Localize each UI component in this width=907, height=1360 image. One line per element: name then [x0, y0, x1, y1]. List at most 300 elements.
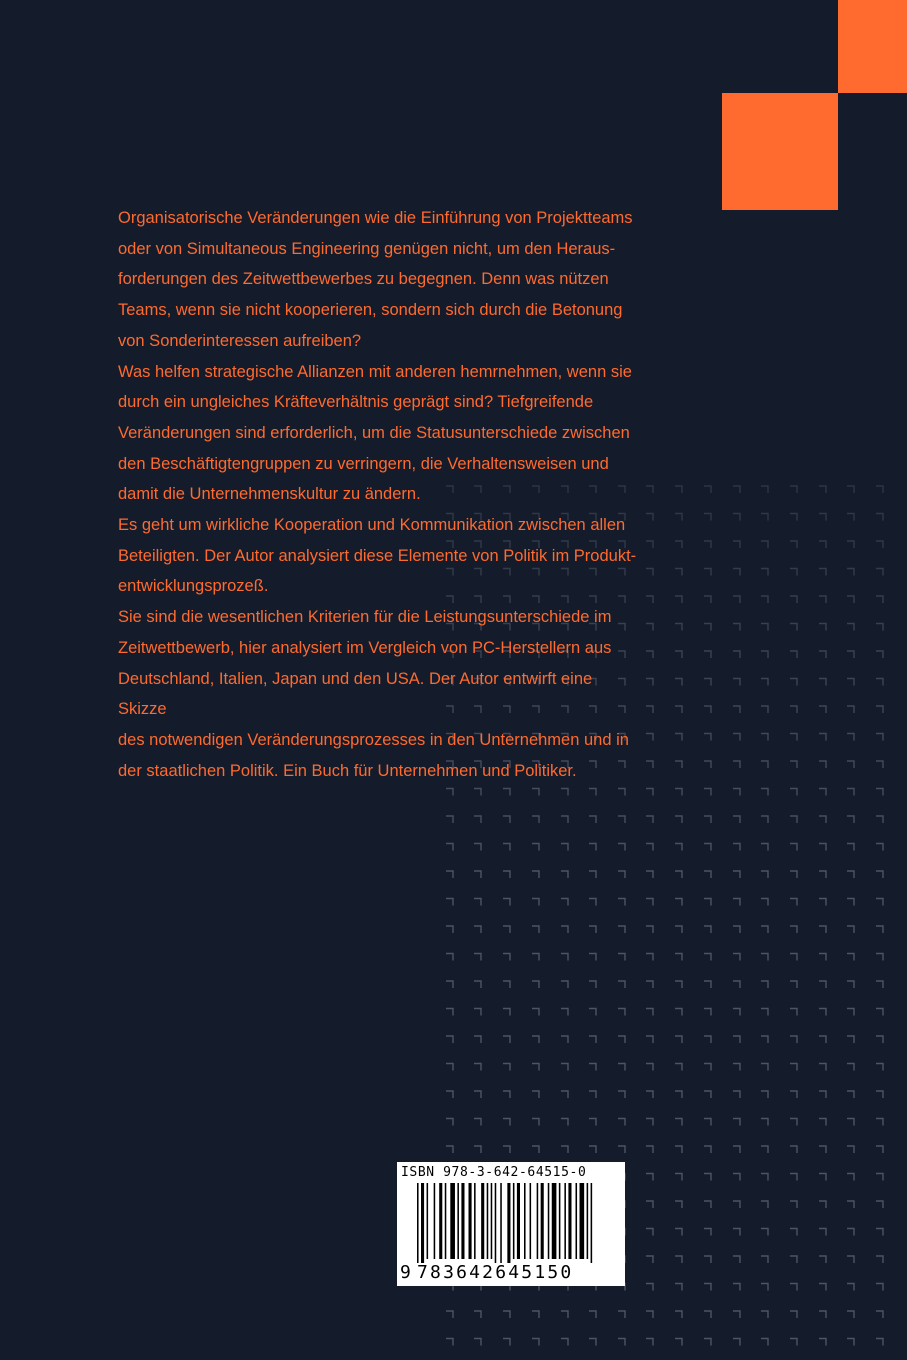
corner-mark — [532, 1091, 539, 1098]
corner-mark — [819, 1201, 826, 1208]
corner-mark — [819, 1119, 826, 1126]
corner-mark — [474, 981, 481, 988]
corner-mark — [532, 1036, 539, 1043]
corner-mark — [761, 1146, 768, 1153]
corner-mark — [876, 926, 883, 933]
corner-mark — [446, 1119, 453, 1126]
corner-mark — [876, 844, 883, 851]
barcode-bar — [461, 1183, 464, 1259]
barcode-bar — [564, 1183, 566, 1259]
corner-mark — [876, 624, 883, 631]
corner-mark — [847, 734, 854, 741]
corner-mark — [532, 1119, 539, 1126]
corner-mark — [675, 1311, 682, 1318]
barcode-bar — [513, 1183, 515, 1259]
barcode-bar — [457, 1183, 459, 1259]
corner-mark — [733, 1201, 740, 1208]
corner-mark — [532, 789, 539, 796]
barcode-bar — [417, 1183, 419, 1263]
corner-mark — [618, 1091, 625, 1098]
barcode-bar — [548, 1183, 550, 1259]
corner-mark — [733, 1119, 740, 1126]
corner-mark — [589, 926, 596, 933]
corner-mark — [733, 1064, 740, 1071]
corner-mark — [646, 789, 653, 796]
corner-mark — [646, 816, 653, 823]
blurb-paragraph: Organisatorische Veränderungen wie die Einführung von Projektteams oder von Simultaneous Engineering genügen nicht, um den Heraus- forderungen des Zeitwettbewerbes zu begegnen. Denn was nützen Teams, wenn sie nicht kooperieren, sondern sich durch die Betonung von Sonderinteressen aufreiben? — [118, 209, 633, 350]
corner-mark — [761, 1339, 768, 1346]
corner-mark — [503, 926, 510, 933]
corner-mark — [819, 1256, 826, 1263]
corner-mark — [876, 541, 883, 548]
barcode-bar — [469, 1183, 472, 1259]
corner-mark — [589, 816, 596, 823]
corner-mark — [761, 816, 768, 823]
barcode-bar — [427, 1183, 429, 1259]
corner-mark — [474, 1064, 481, 1071]
corner-mark — [446, 981, 453, 988]
corner-mark — [561, 789, 568, 796]
corner-mark — [704, 541, 711, 548]
corner-mark — [675, 1009, 682, 1016]
corner-mark — [589, 1009, 596, 1016]
corner-mark — [675, 761, 682, 768]
corner-mark — [561, 926, 568, 933]
corner-mark — [847, 1339, 854, 1346]
barcode-bar — [568, 1183, 571, 1259]
corner-mark — [646, 1146, 653, 1153]
corner-mark — [847, 651, 854, 658]
corner-mark — [790, 596, 797, 603]
corner-mark — [761, 871, 768, 878]
corner-mark — [589, 1339, 596, 1346]
corner-mark — [446, 1064, 453, 1071]
corner-mark — [847, 624, 854, 631]
corner-mark — [589, 1036, 596, 1043]
corner-mark — [761, 706, 768, 713]
corner-mark — [618, 1311, 625, 1318]
corner-mark — [704, 514, 711, 521]
corner-mark — [819, 789, 826, 796]
corner-mark — [790, 1174, 797, 1181]
corner-mark — [819, 486, 826, 493]
corner-mark — [819, 844, 826, 851]
corner-mark — [761, 844, 768, 851]
corner-mark — [704, 1339, 711, 1346]
corner-mark — [733, 1229, 740, 1236]
corner-mark — [847, 981, 854, 988]
corner-mark — [733, 706, 740, 713]
corner-mark — [847, 1201, 854, 1208]
corner-mark — [790, 486, 797, 493]
corner-mark — [847, 486, 854, 493]
corner-mark — [790, 816, 797, 823]
corner-mark — [704, 1256, 711, 1263]
corner-mark — [589, 1064, 596, 1071]
corner-mark — [589, 1091, 596, 1098]
corner-mark — [761, 1036, 768, 1043]
corner-mark — [474, 1311, 481, 1318]
corner-mark — [704, 1009, 711, 1016]
corner-mark — [819, 679, 826, 686]
barcode-bar — [541, 1183, 544, 1259]
corner-mark — [733, 1339, 740, 1346]
corner-mark — [503, 954, 510, 961]
corner-mark — [847, 954, 854, 961]
corner-mark — [761, 514, 768, 521]
corner-mark — [532, 1146, 539, 1153]
corner-mark — [704, 761, 711, 768]
corner-mark — [532, 1009, 539, 1016]
corner-mark — [876, 1036, 883, 1043]
corner-mark — [646, 734, 653, 741]
corner-mark — [646, 1339, 653, 1346]
corner-mark — [474, 1009, 481, 1016]
corner-mark — [790, 1201, 797, 1208]
corner-mark — [561, 1064, 568, 1071]
corner-mark — [446, 1146, 453, 1153]
corner-mark — [704, 486, 711, 493]
corner-mark — [646, 844, 653, 851]
barcode-bar — [495, 1183, 497, 1263]
corner-mark — [761, 486, 768, 493]
corner-mark — [761, 1091, 768, 1098]
corner-mark — [618, 1146, 625, 1153]
corner-mark — [733, 596, 740, 603]
corner-mark — [761, 954, 768, 961]
corner-mark — [847, 569, 854, 576]
corner-mark — [790, 789, 797, 796]
corner-mark — [704, 1201, 711, 1208]
corner-mark — [876, 734, 883, 741]
corner-mark — [819, 761, 826, 768]
corner-mark — [675, 569, 682, 576]
corner-mark — [733, 569, 740, 576]
barcode-bar — [481, 1183, 484, 1259]
corner-mark — [446, 899, 453, 906]
corner-mark — [503, 1311, 510, 1318]
corner-mark — [446, 954, 453, 961]
corner-mark — [819, 1284, 826, 1291]
corner-mark — [876, 514, 883, 521]
corner-mark — [675, 596, 682, 603]
corner-mark — [589, 981, 596, 988]
corner-mark — [819, 624, 826, 631]
corner-mark — [790, 954, 797, 961]
corner-mark — [532, 954, 539, 961]
barcode-bar — [421, 1183, 424, 1263]
blurb-paragraph: Was helfen strategische Allianzen mit anderen hemrnehmen, wenn sie durch ein ungleiches Kräfteverhältnis geprägt sind? Tiefgreifende Veränderungen sind erforderlich, um die Statusunterschiede zwischen den Beschäftigtengruppen zu verringern, die Verhaltensweisen und damit die Unternehmenskultur zu ändern. — [118, 362, 632, 504]
corner-mark — [561, 1036, 568, 1043]
corner-mark — [790, 1009, 797, 1016]
corner-mark — [819, 569, 826, 576]
corner-mark — [761, 651, 768, 658]
barcode-bar — [587, 1183, 589, 1259]
corner-mark — [876, 486, 883, 493]
corner-mark — [790, 624, 797, 631]
barcode-bar — [537, 1183, 539, 1259]
corner-mark — [819, 899, 826, 906]
corner-mark — [503, 1064, 510, 1071]
corner-mark — [733, 954, 740, 961]
corner-mark — [704, 816, 711, 823]
corner-mark — [503, 1339, 510, 1346]
corner-mark — [733, 981, 740, 988]
corner-mark — [733, 734, 740, 741]
corner-mark — [675, 1036, 682, 1043]
corner-mark — [646, 1119, 653, 1126]
corner-mark — [704, 844, 711, 851]
corner-mark — [847, 1036, 854, 1043]
corner-mark — [589, 1146, 596, 1153]
corner-mark — [790, 1229, 797, 1236]
corner-mark — [761, 926, 768, 933]
corner-mark — [876, 789, 883, 796]
corner-mark — [876, 1174, 883, 1181]
corner-mark — [646, 1009, 653, 1016]
corner-mark — [704, 1064, 711, 1071]
corner-mark — [790, 899, 797, 906]
corner-mark — [618, 1119, 625, 1126]
corner-mark — [704, 651, 711, 658]
corner-mark — [704, 624, 711, 631]
corner-mark — [532, 1339, 539, 1346]
corner-mark — [675, 1284, 682, 1291]
corner-mark — [847, 1064, 854, 1071]
corner-mark — [704, 1146, 711, 1153]
corner-mark — [446, 1091, 453, 1098]
corner-mark — [761, 569, 768, 576]
corner-mark — [733, 1146, 740, 1153]
corner-mark — [532, 981, 539, 988]
corner-mark — [847, 679, 854, 686]
corner-mark — [790, 761, 797, 768]
corner-mark — [819, 596, 826, 603]
corner-mark — [675, 679, 682, 686]
corner-mark — [847, 761, 854, 768]
corner-mark — [704, 1284, 711, 1291]
ean-digits: 783642645150 — [417, 1262, 574, 1283]
corner-mark — [675, 1174, 682, 1181]
corner-mark — [761, 1119, 768, 1126]
corner-mark — [819, 1229, 826, 1236]
corner-mark — [589, 899, 596, 906]
corner-mark — [876, 899, 883, 906]
corner-mark — [474, 1339, 481, 1346]
corner-mark — [847, 1146, 854, 1153]
corner-mark — [876, 651, 883, 658]
corner-mark — [819, 981, 826, 988]
corner-mark — [876, 1284, 883, 1291]
corner-mark — [646, 761, 653, 768]
corner-mark — [675, 1339, 682, 1346]
corner-mark — [733, 1009, 740, 1016]
barcode-bar — [559, 1183, 561, 1259]
corner-mark — [618, 954, 625, 961]
corner-mark — [847, 706, 854, 713]
corner-mark — [474, 1119, 481, 1126]
corner-mark — [733, 789, 740, 796]
corner-mark — [819, 871, 826, 878]
corner-mark — [761, 679, 768, 686]
corner-mark — [733, 926, 740, 933]
corner-mark — [819, 706, 826, 713]
corner-mark — [876, 954, 883, 961]
corner-mark — [790, 1064, 797, 1071]
corner-mark — [618, 789, 625, 796]
corner-mark — [646, 1201, 653, 1208]
corner-mark — [646, 596, 653, 603]
corner-mark — [790, 1091, 797, 1098]
corner-mark — [847, 541, 854, 548]
corner-mark — [790, 541, 797, 548]
corner-mark — [761, 624, 768, 631]
corner-mark — [733, 761, 740, 768]
corner-mark — [618, 1064, 625, 1071]
corner-mark — [704, 596, 711, 603]
corner-mark — [876, 679, 883, 686]
corner-mark — [446, 844, 453, 851]
corner-mark — [790, 926, 797, 933]
corner-mark — [790, 569, 797, 576]
corner-mark — [503, 1091, 510, 1098]
barcode-bar — [576, 1183, 578, 1259]
corner-mark — [790, 706, 797, 713]
corner-mark — [876, 569, 883, 576]
corner-mark — [876, 1201, 883, 1208]
corner-mark — [876, 1064, 883, 1071]
corner-mark — [618, 1036, 625, 1043]
corner-mark — [646, 981, 653, 988]
corner-mark — [589, 1311, 596, 1318]
corner-mark — [646, 569, 653, 576]
corner-mark — [474, 954, 481, 961]
corner-mark — [790, 871, 797, 878]
corner-mark — [561, 899, 568, 906]
corner-mark — [819, 816, 826, 823]
corner-mark — [503, 1119, 510, 1126]
barcode-bar — [500, 1183, 502, 1263]
corner-mark — [733, 844, 740, 851]
corner-mark — [646, 1064, 653, 1071]
corner-mark — [761, 899, 768, 906]
corner-mark — [675, 871, 682, 878]
corner-mark — [503, 871, 510, 878]
barcode-bar — [591, 1183, 593, 1263]
barcode-bar — [507, 1183, 510, 1263]
corner-mark — [733, 1256, 740, 1263]
corner-mark — [733, 1091, 740, 1098]
barcode-bar — [491, 1183, 493, 1259]
corner-mark — [733, 624, 740, 631]
corner-mark — [675, 954, 682, 961]
corner-mark — [847, 789, 854, 796]
corner-mark — [819, 541, 826, 548]
corner-mark — [847, 1091, 854, 1098]
corner-mark — [761, 541, 768, 548]
corner-mark — [503, 899, 510, 906]
corner-mark — [847, 1009, 854, 1016]
corner-mark — [876, 1091, 883, 1098]
barcode-bar — [487, 1183, 489, 1259]
corner-mark — [761, 1311, 768, 1318]
corner-mark — [646, 1311, 653, 1318]
corner-mark — [761, 1284, 768, 1291]
corner-mark — [847, 1311, 854, 1318]
corner-mark — [646, 1036, 653, 1043]
corner-mark — [561, 1146, 568, 1153]
corner-mark — [876, 981, 883, 988]
corner-mark — [704, 899, 711, 906]
corner-mark — [646, 1091, 653, 1098]
corner-mark — [675, 514, 682, 521]
corner-mark — [761, 734, 768, 741]
corner-mark — [675, 651, 682, 658]
corner-mark — [446, 816, 453, 823]
corner-mark — [790, 1339, 797, 1346]
corner-mark — [761, 981, 768, 988]
corner-mark — [561, 1091, 568, 1098]
corner-mark — [503, 1009, 510, 1016]
corner-mark — [646, 871, 653, 878]
blurb-paragraph: Sie sind die wesentlichen Kriterien für die Leistungsunterschiede im Zeitwettbewerb, hier analysiert im Vergleich von PC-Herstellern aus Deutschland, Italien, Japan und den USA. Der Autor entwirft eine Skizze des notwendigen Veränderungsprozesses in den Unternehmen und in der staatlichen Politik. Ein Buch für Unternehmen und Politiker. — [118, 608, 629, 780]
corner-mark — [618, 844, 625, 851]
corner-mark — [847, 816, 854, 823]
corner-mark — [503, 1036, 510, 1043]
corner-mark — [876, 1339, 883, 1346]
corner-mark — [704, 871, 711, 878]
barcode-bar — [474, 1183, 476, 1259]
corner-mark — [503, 981, 510, 988]
corner-mark — [819, 1174, 826, 1181]
corner-mark — [675, 926, 682, 933]
corner-mark — [819, 514, 826, 521]
corner-mark — [675, 1229, 682, 1236]
corner-mark — [819, 1091, 826, 1098]
corner-mark — [733, 514, 740, 521]
corner-mark — [819, 1146, 826, 1153]
corner-mark — [446, 1311, 453, 1318]
corner-mark — [733, 1311, 740, 1318]
corner-mark — [876, 1256, 883, 1263]
corner-mark — [618, 981, 625, 988]
corner-mark — [733, 1174, 740, 1181]
corner-mark — [761, 1201, 768, 1208]
corner-mark — [675, 734, 682, 741]
corner-mark — [646, 624, 653, 631]
corner-mark — [675, 624, 682, 631]
barcode-bar — [445, 1183, 447, 1259]
corner-mark — [618, 816, 625, 823]
corner-mark — [876, 1009, 883, 1016]
corner-mark — [819, 734, 826, 741]
barcode-bar — [434, 1183, 436, 1259]
corner-mark — [761, 596, 768, 603]
corner-mark — [847, 1174, 854, 1181]
corner-mark — [532, 816, 539, 823]
corner-mark — [474, 1091, 481, 1098]
corner-mark — [561, 1009, 568, 1016]
corner-mark — [876, 706, 883, 713]
corner-mark — [704, 679, 711, 686]
corner-mark — [790, 844, 797, 851]
corner-mark — [474, 844, 481, 851]
ean-first-digit: 9 — [400, 1262, 411, 1283]
corner-mark — [646, 1174, 653, 1181]
corner-mark — [704, 789, 711, 796]
corner-mark — [503, 1146, 510, 1153]
corner-mark — [646, 541, 653, 548]
